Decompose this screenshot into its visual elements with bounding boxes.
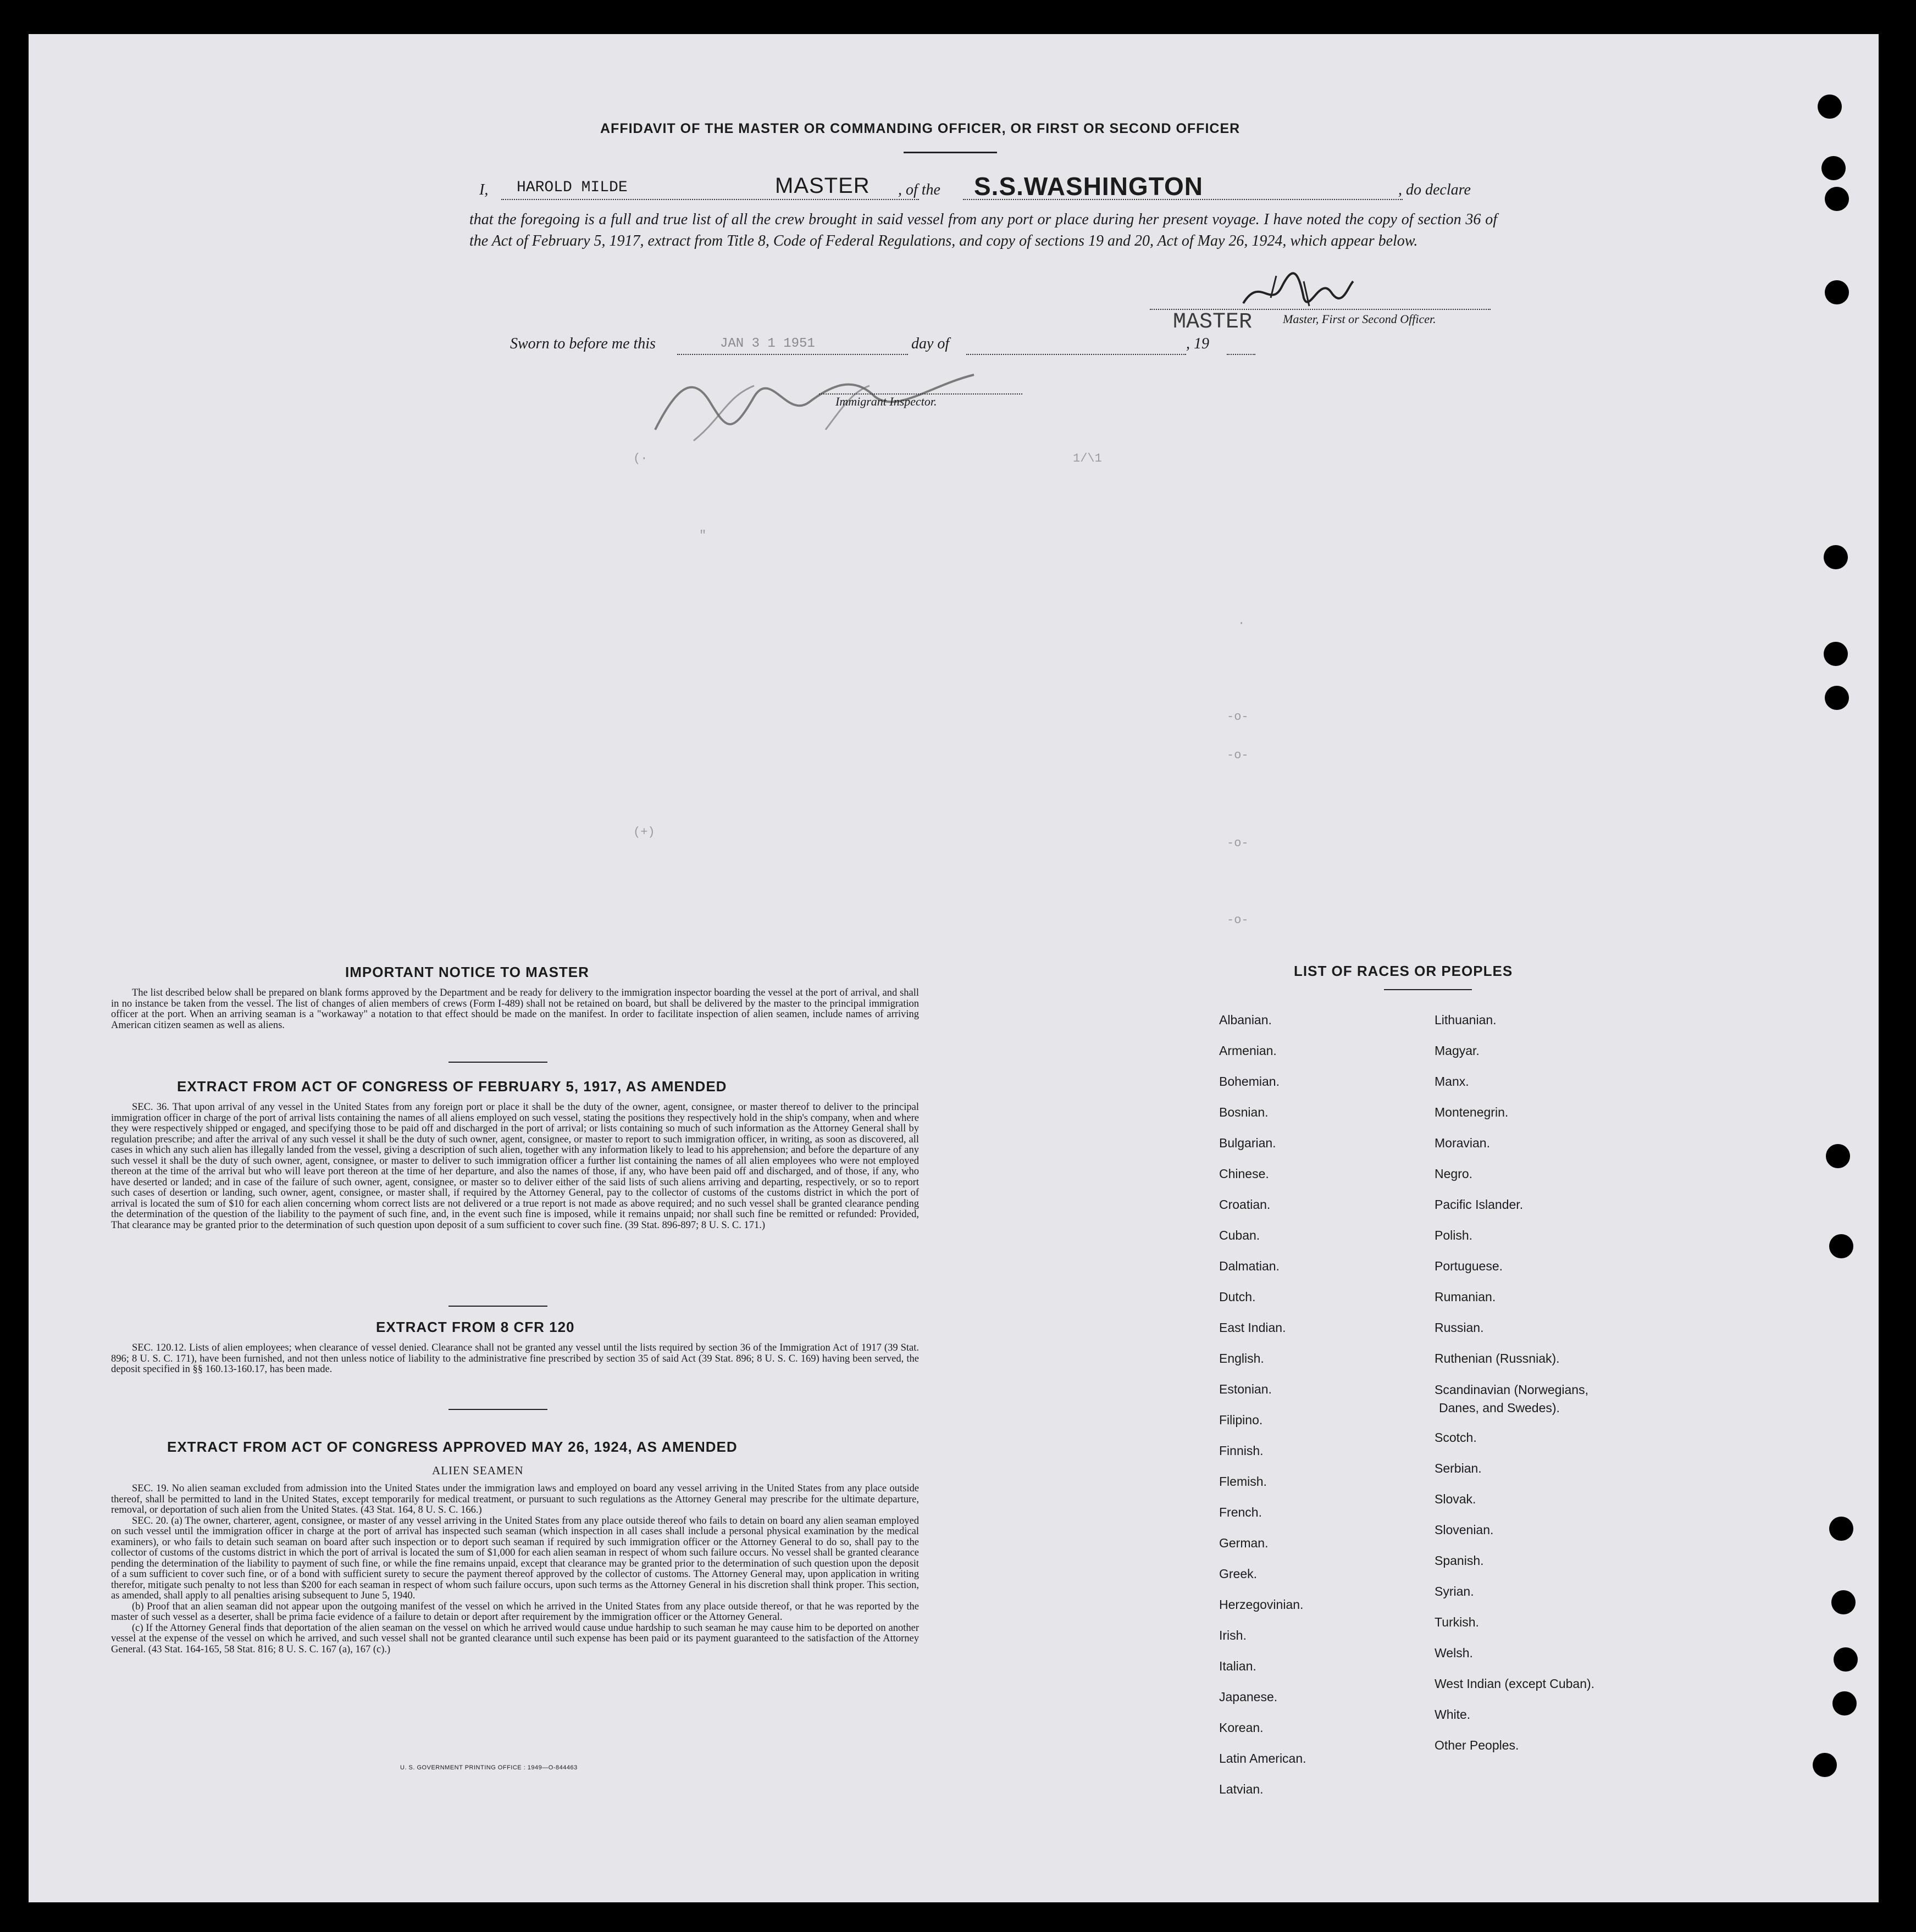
sec20b-paragraph: (b) Proof that an alien seaman did not appear upon the outgoing manifest of the vessel on which he arrived in the United States from any place outside thereof, or that he was reported by the master of such vessel as a deserter, shall be prima facie evidence of a failure to detain or deport after requirement by the immigration officer or the Attorney General.	[111, 1601, 919, 1623]
punch-hole	[1829, 1517, 1853, 1541]
sworn-label: Sworn to before me this	[510, 335, 656, 352]
race-item: Filipino.	[1219, 1413, 1263, 1427]
race-item: English.	[1219, 1351, 1264, 1365]
race-item: Estonian.	[1219, 1382, 1272, 1396]
punch-hole	[1813, 1753, 1837, 1777]
race-item: Portuguese.	[1435, 1259, 1503, 1273]
race-item: Welsh.	[1435, 1646, 1473, 1660]
race-item: Polish.	[1435, 1228, 1473, 1242]
race-item: French.	[1219, 1505, 1262, 1519]
divider	[448, 1062, 547, 1063]
divider	[448, 1306, 547, 1307]
race-item: Bosnian.	[1219, 1105, 1269, 1119]
year-prefix: , 19	[1186, 335, 1209, 352]
race-item: Latvian.	[1219, 1782, 1264, 1796]
race-item: Spanish.	[1435, 1553, 1484, 1568]
race-item: Turkish.	[1435, 1615, 1479, 1629]
title-underline	[904, 152, 997, 153]
punch-hole	[1824, 545, 1848, 569]
month-line	[966, 354, 1186, 355]
inspector-signature	[644, 353, 996, 452]
race-item: Albanian.	[1219, 1013, 1272, 1027]
printer-imprint: U. S. GOVERNMENT PRINTING OFFICE : 1949—O-844463	[400, 1764, 578, 1771]
document-page	[29, 34, 1879, 1902]
race-item: Bohemian.	[1219, 1074, 1280, 1089]
race-item: Danes, and Swedes).	[1439, 1401, 1560, 1415]
sec19-paragraph: SEC. 19. No alien seaman excluded from admission into the United States under the immigration laws and employed on board any vessel arriving in the United States from any place outside thereof, shall be permitted to land in the United States, except temporarily for medical treatment, or pursuant to such regulations as the Attorney General may prescribe for the ultimate departure, removal, or deportation of such alien from the United States. (43 Stat. 164, 8 U. S. C. 166.)	[111, 1483, 919, 1515]
declaration-text: that the foregoing is a full and true list of all the crew brought in said vessel from any port or place during her present voyage. I have noted the copy of section 36 of the Act of February 5, 1917, extract from Title 8, Code of Federal Regulations, and copy of sections 19 and 20, Act of May 26, 1924, which appear below.	[469, 211, 1497, 249]
race-item: Negro.	[1435, 1167, 1473, 1181]
race-item: Croatian.	[1219, 1197, 1271, 1212]
extract-1924-heading: EXTRACT FROM ACT OF CONGRESS APPROVED MAY 26, 1924, AS AMENDED	[167, 1439, 738, 1455]
race-item: Manx.	[1435, 1074, 1469, 1089]
race-item: Montenegrin.	[1435, 1105, 1509, 1119]
race-item: Serbian.	[1435, 1461, 1482, 1475]
race-item: Flemish.	[1219, 1474, 1267, 1489]
race-item: Magyar.	[1435, 1043, 1480, 1058]
race-item: Japanese.	[1219, 1690, 1278, 1704]
race-item: Cuban.	[1219, 1228, 1260, 1242]
sec20c-paragraph: (c) If the Attorney General finds that deportation of the alien seaman on the vessel on which he arrived would cause undue hardship to such seaman he may cause him to be deported on another vessel at the expense of the vessel on which he arrived, and such vessel shall not be granted clearance until such expense has been paid or its payment guaranteed to the satisfaction of the Attorney General. (43 Stat. 164-165, 58 Stat. 816; 8 U. S. C. 167 (a), 167 (c).)	[111, 1622, 919, 1655]
races-heading: LIST OF RACES OR PEOPLES	[1294, 963, 1513, 979]
extract-cfr-heading: EXTRACT FROM 8 CFR 120	[376, 1319, 575, 1335]
punch-hole	[1825, 686, 1849, 710]
race-item: Lithuanian.	[1435, 1013, 1497, 1027]
notice-paragraph: The list described below shall be prepared on blank forms approved by the Department and be ready for delivery to the immigration inspector boarding the vessel at the port of arrival, and shall in no instance be taken from the vessel. The list of changes of alien members of crews (Form I-489) shall not be retained on board, but shall be delivered by the master to the principal immigration officer at the port. When an arriving seaman is a "workaway" a notation to that effect should be made on the manifest. In order to facilitate inspection of alien seamen, include names of arriving American citizen seamen as well as aliens.	[111, 987, 919, 1031]
do-declare-label: , do declare	[1398, 181, 1471, 198]
race-item: Finnish.	[1219, 1444, 1264, 1458]
alien-seamen-subheading: ALIEN SEAMEN	[432, 1464, 524, 1477]
race-item: Slovak.	[1435, 1492, 1476, 1506]
year-line	[1227, 354, 1255, 355]
punch-hole	[1832, 1691, 1857, 1716]
punch-hole	[1831, 1590, 1856, 1614]
notice-text	[111, 988, 919, 1031]
punch-hole	[1818, 95, 1842, 119]
day-of-label: day of	[911, 335, 950, 352]
race-item: Bulgarian.	[1219, 1136, 1276, 1150]
punch-hole	[1825, 280, 1849, 304]
race-item: Other Peoples.	[1435, 1738, 1519, 1752]
punch-hole	[1824, 642, 1848, 666]
race-item: Scandinavian (Norwegians,	[1435, 1383, 1588, 1397]
extract-cfr-text	[111, 1343, 919, 1375]
master-rank: MASTER	[775, 174, 870, 198]
race-item: Scotch.	[1435, 1430, 1477, 1445]
race-item: Chinese.	[1219, 1167, 1269, 1181]
race-item: Moravian.	[1435, 1136, 1490, 1150]
vessel-line	[963, 199, 1403, 200]
extract-1917-heading: EXTRACT FROM ACT OF CONGRESS OF FEBRUARY 5, 1917, AS AMENDED	[177, 1078, 727, 1095]
race-item: Korean.	[1219, 1720, 1264, 1735]
signature-caption: Master, First or Second Officer.	[1283, 312, 1436, 326]
extract-1917-text	[111, 1102, 919, 1231]
punch-hole	[1829, 1234, 1853, 1258]
race-item: West Indian (except Cuban).	[1435, 1676, 1595, 1691]
race-item: Italian.	[1219, 1659, 1256, 1673]
race-item: Armenian.	[1219, 1043, 1277, 1058]
race-item: Herzegovinian.	[1219, 1597, 1304, 1612]
races-right-column	[1435, 1004, 1594, 1761]
sec20a-paragraph: SEC. 20. (a) The owner, charterer, agent, consignee, or master of any vessel arriving in the United States from any place outside thereof who fails to detain on board any alien seaman employed on such vessel until the immigration officer in charge at the port of arrival has inspected such seaman (which inspection in all cases shall include a personal physical examination by the medical examiners), or who fails to detain such seaman on board after such inspection or to deport such seaman if required by such immigration officer or the Attorney General to do so, shall pay to the collector of customs of the customs district in which the port of arrival is located the sum of $1,000 for each alien seaman in respect of whom such failure occurs. No vessel shall be granted clearance pending the determination of the liability to payment of such fine, or while the fine remains unpaid, except that clearance may be granted prior to the determination of such question upon the deposit of a sum sufficient to cover such fine, or of a bond with sufficient surety to secure the payment thereof approved by the collector of customs. The Attorney General may, upon application in writing therefor, mitigate such penalty to not less than $200 for each seaman in respect of whom such failure occurs, upon such terms as the Attorney General in his discretion shall think proper. This section, as amended, shall apply to all penalties arising subsequent to June 5, 1940.	[111, 1515, 919, 1601]
affidavit-title: AFFIDAVIT OF THE MASTER OR COMMANDING OFFICER, OR FIRST OR SECOND OFFICER	[600, 121, 1241, 136]
of-the-label: , of the	[898, 181, 940, 198]
name-line	[501, 199, 919, 200]
i-label: I,	[479, 181, 489, 198]
vessel-name: S.S.WASHINGTON	[974, 172, 1203, 201]
race-item: German.	[1219, 1536, 1269, 1550]
extract-1917-paragraph: SEC. 36. That upon arrival of any vessel in the United States from any foreign port or place it shall be the duty of the owner, agent, consignee, or master thereof to deliver to the principal immigration officer in charge of the port of arrival lists containing the names of all aliens employed on such vessel, stating the positions they respectively hold in the ship's company, when and where they were respectively shipped or engaged, and specifying those to be paid off and discharged in the port of arrival; or lists containing so much of such information as the Attorney General shall by regulation prescribe; and after the arrival of any such vessel it shall be the duty of such owner, agent, consignee, or master to report to such immigration officer, in writing, as soon as discovered, all cases in which any such alien has illegally landed from the vessel, giving a description of such alien, together with any information likely to lead to his apprehension; and before the departure of any such vessel it shall be the duty of such owner, agent, consignee, or master to deliver to such immigration officer a further list containing the names of all alien employees who were not employed thereon at the time of the arrival but who will leave port thereon at the time of her departure, and also the names of those, if any, who have been paid off and discharged, and of those, if any, who have deserted or landed; and in case of the failure of such owner, agent, consignee, or master so to deliver either of the said lists of such aliens arriving and departing, respectively, or so to report such cases of desertion or landing, such owner, agent, consignee, or master shall, if required by the Attorney General, pay to the collector of customs of the customs district in which the port of arrival is located the sum of $10 for each alien concerning whom correct lists are not delivered or a true report is not made as above required; and no such vessel shall be granted clearance pending the determination of the question of the liability to the payment of such fine, and, in the event such fine is imposed, while it remains unpaid; nor shall such fine be remitted or refunded: Provided, That clearance may be granted prior to the determination of such question upon deposit of a sum sufficient to cover such fine. (39 Stat. 896-897; 8 U. S. C. 171.)	[111, 1102, 919, 1231]
race-item: Pacific Islander.	[1435, 1197, 1524, 1212]
master-name: HAROLD MILDE	[517, 179, 628, 196]
race-item: Dutch.	[1219, 1290, 1256, 1304]
bleed-through-marks: (· 1/\1 " · -o- -o- -o- -o- (+)	[633, 452, 1249, 927]
sworn-date-stamp: JAN 3 1 1951	[720, 336, 815, 351]
race-item: Latin American.	[1219, 1751, 1306, 1766]
punch-hole	[1826, 1144, 1850, 1168]
race-item: Russian.	[1435, 1320, 1484, 1335]
notice-heading: IMPORTANT NOTICE TO MASTER	[345, 964, 589, 980]
race-item: Ruthenian (Russniak).	[1435, 1351, 1560, 1365]
divider	[448, 1409, 547, 1410]
race-item: East Indian.	[1219, 1320, 1286, 1335]
race-item: Irish.	[1219, 1628, 1247, 1642]
divider	[1384, 989, 1472, 990]
extract-cfr-paragraph: SEC. 120.12. Lists of alien employees; when clearance of vessel denied. Clearance shall not be granted any vessel until the lists required by section 36 of the Immigration Act of 1917 (39 Stat. 896; 8 U. S. C. 171), have been furnished, and not then unless notice of liability to the administrative fine prescribed by section 35 of said Act (39 Stat. 896; 8 U. S. C. 169) having been served, the deposit specified in §§ 160.13-160.17, has been made.	[111, 1342, 919, 1375]
race-item: Syrian.	[1435, 1584, 1474, 1598]
race-item: Rumanian.	[1435, 1290, 1496, 1304]
races-left-column	[1219, 1004, 1306, 1805]
punch-hole	[1825, 187, 1849, 211]
extract-1924-text	[111, 1484, 919, 1655]
race-item: White.	[1435, 1707, 1471, 1722]
punch-hole	[1821, 156, 1846, 180]
signature-title-stamp: MASTER	[1173, 310, 1253, 335]
inspector-caption: Immigrant Inspector.	[835, 395, 937, 408]
race-item: Dalmatian.	[1219, 1259, 1280, 1273]
punch-hole	[1834, 1647, 1858, 1672]
race-item: Slovenian.	[1435, 1523, 1494, 1537]
race-item: Greek.	[1219, 1567, 1258, 1581]
